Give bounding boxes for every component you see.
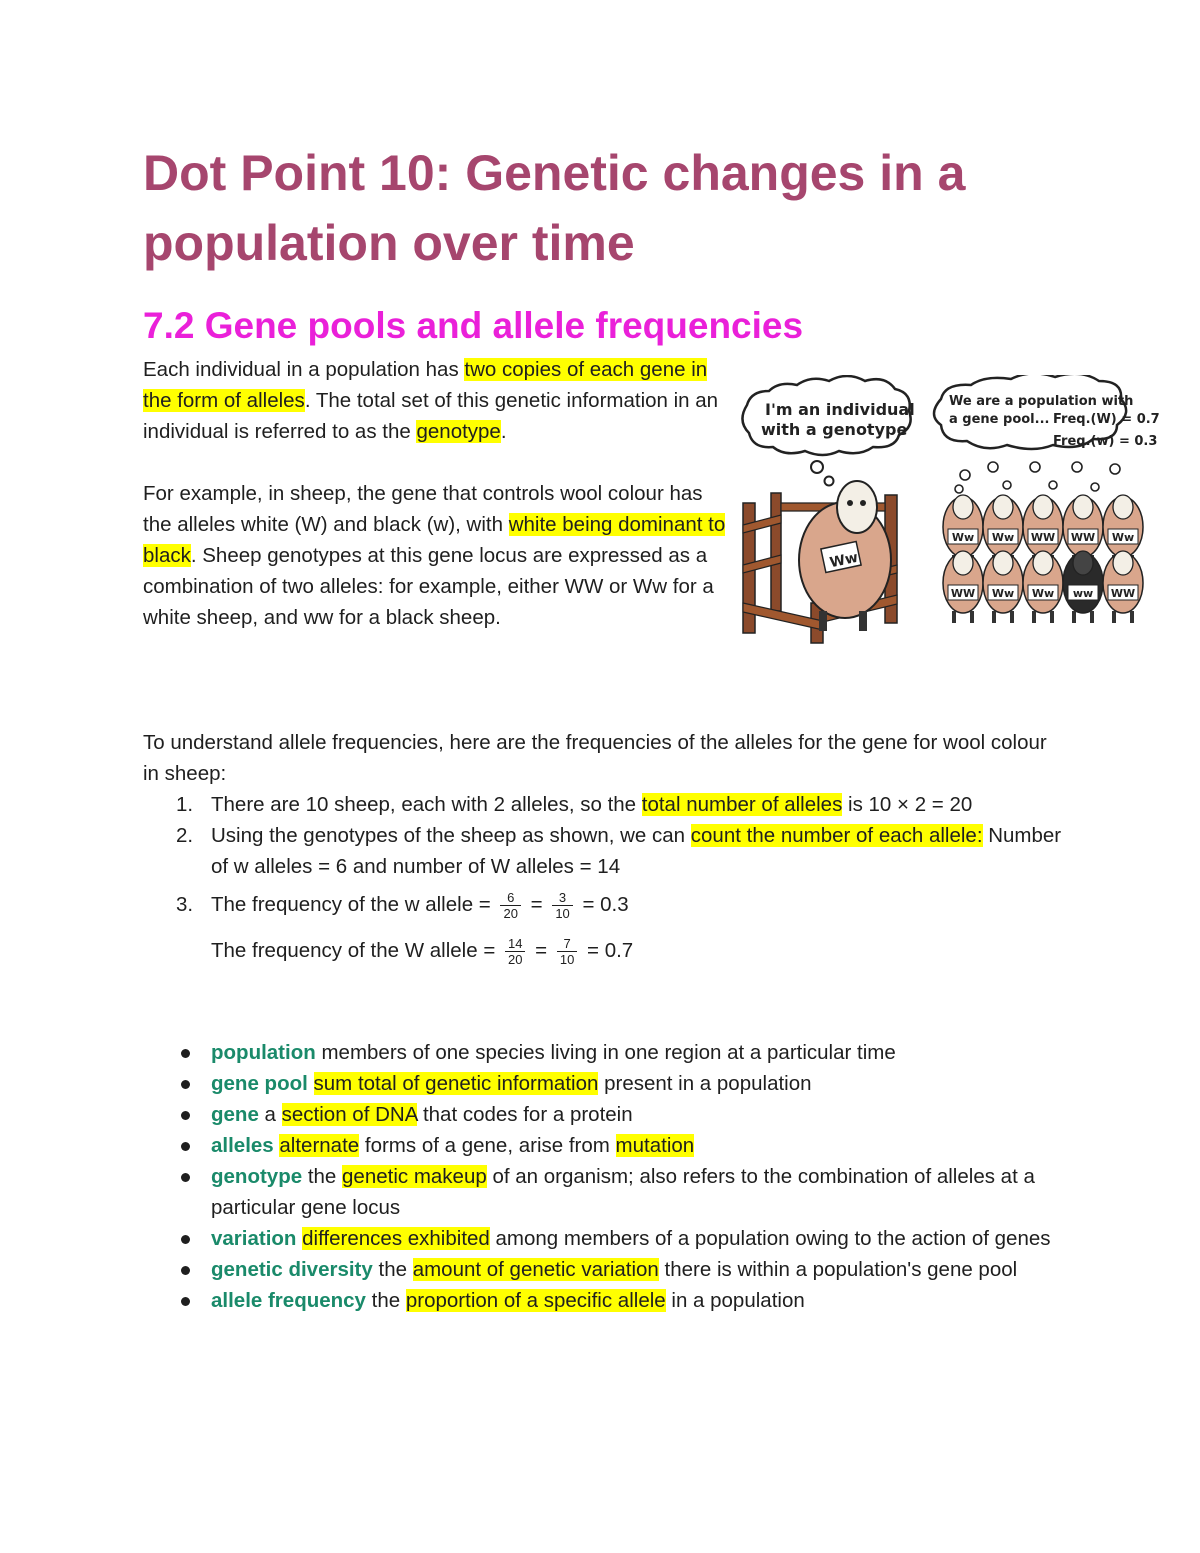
text-run: = (524, 893, 549, 916)
highlight: genetic makeup (342, 1165, 487, 1188)
bullet (181, 1297, 190, 1306)
bullet (181, 1111, 190, 1120)
text-run: is 10 × 2 = 20 (842, 793, 973, 816)
glossary-item (143, 1037, 1063, 1068)
glossary-item (143, 1161, 1063, 1223)
glossary-term: gene pool (211, 1072, 308, 1095)
thought-dot (1049, 481, 1057, 489)
section-heading: 7.2 Gene pools and allele frequencies (143, 305, 804, 346)
text-run (308, 1072, 314, 1095)
text-run: present in a population (598, 1072, 812, 1095)
text-run: . Sheep genotypes at this gene locus are expressed as a combination of two alleles: for example, either WW or Ww for a white sheep, and ww for a black sheep. (143, 544, 714, 629)
text-run: the (365, 1289, 406, 1312)
highlight: sum total of genetic information (313, 1072, 599, 1095)
fraction (500, 890, 520, 921)
thought-dot (960, 470, 970, 480)
sheep-tag-label: WW (1110, 587, 1136, 600)
intro-paragraph-1 (143, 354, 728, 447)
sheep-tag-label: Ww (1111, 531, 1135, 544)
glossary-term: population (211, 1041, 316, 1064)
sheep-head (993, 551, 1013, 575)
text-run: members of one species living in one region at a particular time (315, 1041, 896, 1064)
thought-dot (1003, 481, 1011, 489)
flock-sheep (1103, 551, 1143, 623)
glossary-item (143, 1099, 1063, 1130)
sheep-leg (992, 611, 996, 623)
highlight: count the number of each allele: (690, 824, 983, 847)
freq-w-label: Freq.(w) = 0.3 (1053, 434, 1158, 449)
denominator: 10 (555, 906, 570, 922)
numerator: 3 (552, 890, 572, 906)
text-run: Number of w alleles = 6 and number of W alleles = 14 (211, 824, 1062, 878)
highlight: alternate (279, 1134, 360, 1157)
allele-frequency-intro: To understand allele frequencies, here are the frequencies of the alleles for the gene for wool colour in sheep: (143, 731, 1047, 785)
text-run: the (372, 1258, 413, 1281)
denominator: 20 (508, 952, 523, 968)
bubble-left-line-2: with a genotype (761, 420, 908, 439)
sheep-leg (1072, 611, 1076, 623)
sheep-tag-label: WW (1030, 531, 1056, 544)
denominator: 10 (559, 952, 575, 968)
text-run: Each individual in a population has (143, 358, 465, 381)
numbered-steps (143, 789, 1063, 974)
bullet (181, 1235, 190, 1244)
sheep-leg (1090, 611, 1094, 623)
bubble-right-line-1: We are a population with (949, 394, 1134, 409)
highlight: genotype (416, 420, 501, 443)
text-run: There are 10 sheep, each with 2 alleles, so the (211, 793, 642, 816)
sheep-flock (943, 462, 1143, 623)
sheep-leg (952, 611, 956, 623)
text-run: among members of a population owing to the action of genes (489, 1227, 1051, 1250)
sheep-head (1113, 551, 1133, 575)
sheep-tag-label: WW (950, 587, 976, 600)
text-run: For example, in sheep, the gene that controls wool colour has the alleles white (W) and black (w), with (143, 482, 703, 536)
highlight: two copies of each gene in the form of alleles (143, 358, 708, 412)
numerator: 14 (505, 936, 525, 952)
sheep-head (1113, 495, 1133, 519)
denominator: 20 (503, 906, 518, 922)
bubble-left-line-1: I'm an individual (765, 400, 915, 419)
glossary-term: gene (211, 1103, 259, 1126)
sheep-tag-label: WW (1070, 531, 1096, 544)
highlight: differences exhibited (302, 1227, 490, 1250)
text-run: forms of a gene, arise from (359, 1134, 616, 1157)
text-run: there is within a population's gene pool (658, 1258, 1018, 1281)
thought-dot (811, 461, 823, 473)
sheep-head (993, 495, 1013, 519)
bubble-right-line-2: a gene pool... (949, 412, 1050, 427)
bullet (181, 1173, 190, 1182)
sheep-tag-label: Ww (991, 531, 1015, 544)
text-run: = (529, 939, 553, 962)
glossary-term: variation (211, 1227, 297, 1250)
thought-dot (825, 477, 834, 486)
bullet (181, 1080, 190, 1089)
thought-dot (955, 485, 963, 493)
step-item (143, 882, 1063, 974)
sheep-leg (1050, 611, 1054, 623)
glossary-item (143, 1068, 1063, 1099)
bullet (181, 1142, 190, 1151)
step-number: 1. (176, 793, 194, 816)
sheep-tag-label: Ww (951, 531, 975, 544)
text-run: . (500, 420, 507, 443)
sheep-head (1073, 495, 1093, 519)
sheep-leg (1112, 611, 1116, 623)
flock-sheep (1063, 551, 1103, 623)
bullet (181, 1049, 190, 1058)
text-run: = 0.3 (576, 893, 629, 916)
text-run: Using the genotypes of the sheep as shown, we can (211, 824, 691, 847)
text-run: . The total set of this genetic information in an individual is referred to as the (143, 389, 719, 443)
numerator: 7 (557, 936, 577, 952)
glossary-item (143, 1130, 1063, 1161)
text-run: a (258, 1103, 282, 1126)
highlight: section of DNA (281, 1103, 418, 1126)
thought-dot (1072, 462, 1082, 472)
paragraph-gap (143, 447, 728, 478)
sheep-leg (970, 611, 974, 623)
flock-sheep (983, 551, 1023, 623)
sheep-tag-label: Ww (991, 587, 1015, 600)
page-title: Dot Point 10: Genetic changes in a population over time (143, 145, 966, 271)
thought-dot (1030, 462, 1040, 472)
glossary-term: genetic diversity (211, 1258, 373, 1281)
glossary-list (143, 1037, 1063, 1316)
highlight: total number of alleles (641, 793, 843, 816)
glossary-term: genotype (211, 1165, 303, 1188)
sheep-head (1073, 551, 1093, 575)
step-number: 2. (176, 824, 194, 847)
numerator: 6 (500, 890, 520, 906)
step-item (143, 789, 1063, 820)
highlight: proportion of a specific allele (405, 1289, 666, 1312)
sheep-tag-label: Ww (1031, 587, 1055, 600)
text-run: The frequency of the w allele = (211, 893, 497, 916)
sheep-head (953, 495, 973, 519)
glossary-term: allele frequency (211, 1289, 366, 1312)
highlight: mutation (615, 1134, 695, 1157)
fraction (552, 890, 572, 921)
intro-text (143, 354, 728, 633)
sheep-tag-label: ww (1072, 587, 1094, 600)
thought-dot (1110, 464, 1120, 474)
intro-paragraph-2 (143, 478, 728, 633)
sheep-head (1033, 495, 1053, 519)
text-run: = 0.7 (581, 939, 634, 962)
text-run: the (302, 1165, 343, 1188)
fraction (505, 936, 525, 967)
highlight: amount of genetic variation (412, 1258, 659, 1281)
highlight: white being dominant to black (143, 513, 726, 567)
text-run: in a population (665, 1289, 805, 1312)
sheep-leg (1010, 611, 1014, 623)
flock-sheep (943, 551, 983, 623)
thought-dot (988, 462, 998, 472)
text-run: of an organism; also refers to the combination of alleles at a particular gene locus (211, 1165, 1035, 1219)
freq-W-label: Freq.(W) = 0.7 (1053, 412, 1160, 427)
sheep-head (953, 551, 973, 575)
sheep-leg (1032, 611, 1036, 623)
sheep-cartoon-illustration (735, 375, 1165, 650)
flock-sheep (1023, 551, 1063, 623)
sheep-head (1033, 551, 1053, 575)
bullet (181, 1266, 190, 1275)
glossary-item (143, 1285, 1063, 1316)
sheep-genotype-tag: Ww (828, 549, 860, 572)
fraction (557, 936, 577, 967)
glossary-term: alleles (211, 1134, 274, 1157)
sheep-leg (1130, 611, 1134, 623)
step-number: 3. (176, 893, 194, 916)
glossary-item (143, 1254, 1063, 1285)
glossary-item (143, 1223, 1063, 1254)
text-run: that codes for a protein (417, 1103, 633, 1126)
step-item (143, 820, 1063, 882)
thought-dot (1091, 483, 1099, 491)
text-run: The frequency of the W allele = (211, 939, 502, 962)
